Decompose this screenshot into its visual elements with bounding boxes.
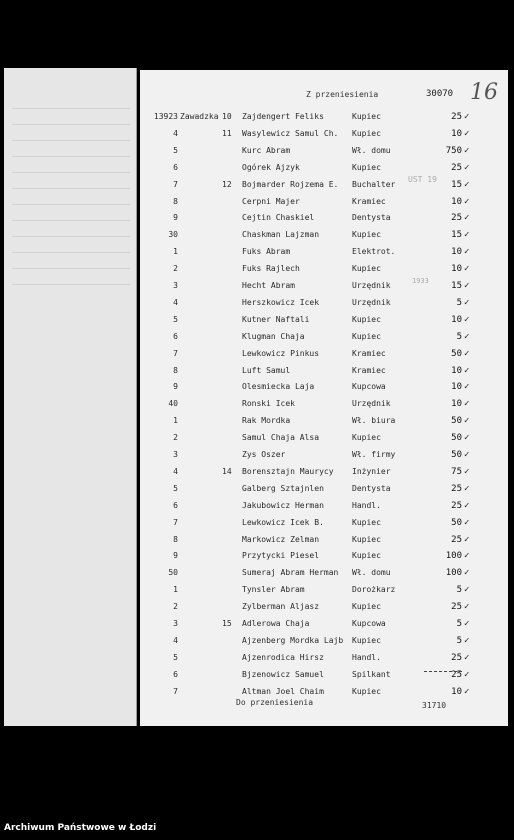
row-name: Tynsler Abram: [242, 585, 305, 595]
row-number: 4: [173, 128, 178, 138]
faint-rule: [12, 108, 130, 109]
faint-stamp-date: 1933: [412, 277, 429, 285]
row-amount: 25: [451, 602, 462, 613]
row-number: 7: [173, 686, 178, 696]
row-name: Markowicz Zelman: [242, 534, 320, 544]
row-check-mark: ✓: [464, 331, 470, 342]
row-name: Zajdengert Feliks: [242, 112, 324, 121]
register-row: [140, 615, 508, 632]
row-occupation: Wł. firmy: [352, 450, 396, 459]
register-row: [140, 480, 508, 497]
row-amount: 25: [451, 162, 462, 173]
row-amount: 50: [451, 450, 462, 460]
row-check-mark: ✓: [464, 213, 470, 224]
row-amount: 25: [451, 213, 462, 224]
faint-rule: [12, 140, 130, 141]
row-number: 5: [173, 652, 178, 662]
row-occupation: Kupiec: [352, 551, 381, 561]
row-house-number: 15: [222, 619, 232, 628]
row-occupation: Spilkant: [352, 669, 391, 679]
row-occupation: Kupiec: [352, 534, 381, 544]
row-number: 5: [173, 145, 178, 155]
row-amount: 25: [451, 500, 462, 511]
row-occupation: Kupiec: [352, 686, 381, 696]
faint-rule: [12, 172, 130, 173]
row-street: Zawadzka: [180, 112, 219, 121]
row-name: Lewkowicz Icek B.: [242, 517, 324, 527]
row-name: Kurc Abram: [242, 145, 291, 155]
row-name: Cejtin Chaskiel: [242, 213, 315, 223]
row-amount: 5: [456, 585, 462, 596]
row-amount: 10: [451, 382, 462, 393]
row-amount: 5: [456, 635, 462, 646]
register-row: [140, 378, 508, 395]
row-number: 3: [173, 281, 178, 290]
row-check-mark: ✓: [464, 145, 470, 156]
row-check-mark: ✓: [464, 619, 470, 629]
row-occupation: Kupiec: [352, 112, 381, 121]
row-occupation: Kupcowa: [352, 619, 386, 628]
row-amount: 5: [456, 297, 462, 308]
row-occupation: Kramiec: [352, 196, 386, 206]
faint-rule: [12, 156, 130, 157]
footer-carry-label: Do przeniesienia: [236, 698, 314, 707]
row-check-mark: ✓: [464, 652, 470, 663]
row-amount: 100: [445, 568, 462, 579]
row-amount: 10: [451, 264, 462, 275]
register-row: [140, 666, 508, 683]
row-occupation: Kupiec: [352, 314, 381, 324]
row-name: Ogórek Ajzyk: [242, 162, 300, 172]
row-occupation: Kupiec: [352, 128, 381, 138]
row-name: Bjzenowicz Samuel: [242, 669, 324, 679]
row-name: Borensztajn Maurycy: [242, 466, 334, 476]
row-occupation: Kupiec: [352, 635, 381, 645]
row-amount: 5: [456, 331, 462, 342]
row-amount: 25: [451, 483, 462, 494]
row-number: 3: [173, 450, 178, 459]
faint-stamp: UST 19: [408, 175, 437, 184]
row-number: 6: [173, 500, 178, 510]
row-number: 8: [173, 534, 178, 544]
row-number: 30: [168, 230, 178, 240]
row-name: Hecht Abram: [242, 281, 295, 290]
row-amount: 50: [451, 416, 462, 427]
row-occupation: Kupiec: [352, 331, 381, 341]
row-number: 6: [173, 331, 178, 341]
register-row: [140, 547, 508, 564]
row-name: Lewkowicz Pinkus: [242, 348, 320, 358]
row-number: 5: [173, 314, 178, 324]
register-row: [140, 125, 508, 142]
register-row: [140, 226, 508, 243]
faint-rule: [12, 188, 130, 189]
row-number: 6: [173, 669, 178, 679]
row-number: 3: [173, 619, 178, 628]
row-occupation: Handl.: [352, 500, 381, 510]
row-occupation: Wł. domu: [352, 145, 391, 155]
row-name: Przytycki Piesel: [242, 551, 320, 561]
faint-rule: [12, 268, 130, 269]
row-name: Rak Mordka: [242, 416, 291, 426]
row-occupation: Kupiec: [352, 162, 381, 172]
row-house-number: 11: [222, 128, 232, 138]
row-check-mark: ✓: [464, 602, 470, 613]
row-amount: 15: [451, 281, 462, 291]
row-check-mark: ✓: [464, 585, 470, 596]
row-occupation: Kupiec: [352, 230, 381, 240]
row-number: 13923: [153, 112, 178, 121]
row-amount: 10: [451, 196, 462, 207]
row-check-mark: ✓: [464, 128, 470, 139]
register-row: [140, 598, 508, 615]
archive-label: Archiwum Państwowe w Łodzi: [4, 823, 157, 833]
row-check-mark: ✓: [464, 162, 470, 173]
row-check-mark: ✓: [464, 483, 470, 494]
faint-rule: [12, 220, 130, 221]
row-amount: 750: [445, 145, 462, 156]
register-row: [140, 209, 508, 226]
row-number: 40: [168, 399, 178, 409]
row-name: Jakubowicz Herman: [242, 500, 324, 510]
row-check-mark: ✓: [464, 669, 470, 680]
register-row: [140, 429, 508, 446]
row-number: 9: [173, 213, 178, 223]
row-occupation: Urzędnik: [352, 281, 391, 290]
register-row: [140, 176, 508, 193]
row-check-mark: ✓: [464, 281, 470, 291]
header-carry-total: 30070: [426, 89, 454, 99]
register-row: [140, 243, 508, 260]
row-name: Herszkowicz Icek: [242, 297, 320, 307]
row-check-mark: ✓: [464, 179, 470, 190]
row-check-mark: ✓: [464, 500, 470, 511]
row-occupation: Urzędnik: [352, 399, 391, 409]
row-amount: 25: [451, 669, 462, 680]
row-check-mark: ✓: [464, 348, 470, 359]
row-name: Klugman Chaja: [242, 331, 305, 341]
faint-rule: [12, 124, 130, 125]
faint-rule: [12, 252, 130, 253]
row-occupation: Kupiec: [352, 433, 381, 443]
row-number: 4: [173, 297, 178, 307]
register-row: [140, 328, 508, 345]
row-check-mark: ✓: [464, 399, 470, 410]
register-row: [140, 497, 508, 514]
register-row: [140, 311, 508, 328]
row-number: 2: [173, 602, 178, 612]
register-row: [140, 564, 508, 581]
row-number: 8: [173, 365, 178, 375]
row-name: Bojmarder Rojzema E.: [242, 179, 339, 189]
row-occupation: Dentysta: [352, 213, 391, 223]
footer-carry-total: 31710: [422, 701, 447, 710]
row-check-mark: ✓: [464, 433, 470, 444]
row-check-mark: ✓: [464, 314, 470, 325]
row-house-number: 10: [222, 112, 232, 121]
register-row: [140, 277, 508, 294]
row-number: 2: [173, 433, 178, 443]
row-amount: 10: [451, 399, 462, 410]
row-check-mark: ✓: [464, 382, 470, 393]
row-name: Wasylewicz Samul Ch.: [242, 128, 339, 138]
row-occupation: Wł. domu: [352, 568, 391, 578]
row-name: Sumeraj Abram Herman: [242, 568, 339, 578]
row-name: Fuks Rajlech: [242, 264, 300, 274]
faint-rule: [12, 236, 130, 237]
row-number: 50: [168, 568, 178, 578]
row-check-mark: ✓: [464, 247, 470, 258]
faint-rule: [12, 284, 130, 285]
row-amount: 75: [451, 466, 462, 477]
row-check-mark: ✓: [464, 466, 470, 477]
register-row: [140, 142, 508, 159]
row-occupation: Urzędnik: [352, 297, 391, 307]
row-name: Chaskman Lajzman: [242, 230, 320, 240]
row-amount: 50: [451, 433, 462, 444]
row-name: Ronski Icek: [242, 399, 295, 409]
register-row: [140, 649, 508, 666]
row-number: 1: [173, 416, 178, 426]
row-check-mark: ✓: [464, 450, 470, 460]
row-check-mark: ✓: [464, 534, 470, 545]
register-row: [140, 632, 508, 649]
row-amount: 50: [451, 517, 462, 528]
row-check-mark: ✓: [464, 365, 470, 376]
row-number: 4: [173, 466, 178, 476]
row-number: 9: [173, 551, 178, 561]
row-occupation: Dorożkarz: [352, 585, 396, 595]
row-amount: 10: [451, 686, 462, 697]
row-check-mark: ✓: [464, 230, 470, 241]
row-amount: 25: [451, 534, 462, 545]
register-row: [140, 108, 508, 125]
row-number: 1: [173, 585, 178, 595]
left-page-strip: [4, 68, 137, 726]
row-name: Kutner Naftali: [242, 314, 310, 324]
row-name: Altman Joel Chaim: [242, 686, 324, 696]
row-occupation: Kupiec: [352, 602, 381, 612]
sum-underline: [424, 671, 462, 673]
row-number: 9: [173, 382, 178, 392]
row-check-mark: ✓: [464, 517, 470, 528]
row-number: 5: [173, 483, 178, 493]
row-amount: 5: [456, 619, 462, 629]
register-row: [140, 531, 508, 548]
register-row: [140, 463, 508, 480]
row-amount: 15: [451, 179, 462, 190]
row-occupation: Kramiec: [352, 365, 386, 375]
row-name: Luft Samul: [242, 365, 291, 375]
row-amount: 25: [451, 112, 462, 122]
register-row: [140, 581, 508, 598]
row-name: Zys Oszer: [242, 450, 286, 459]
row-check-mark: ✓: [464, 416, 470, 427]
register-row: [140, 193, 508, 210]
register-row: [140, 395, 508, 412]
row-check-mark: ✓: [464, 297, 470, 308]
row-amount: 10: [451, 314, 462, 325]
register-row: [140, 260, 508, 277]
row-occupation: Buchalter: [352, 179, 396, 189]
row-check-mark: ✓: [464, 196, 470, 207]
row-name: Fuks Abram: [242, 247, 291, 257]
row-occupation: Kupcowa: [352, 382, 386, 392]
register-row: [140, 683, 508, 700]
row-number: 1: [173, 247, 178, 257]
row-check-mark: ✓: [464, 635, 470, 646]
row-number: 7: [173, 348, 178, 358]
row-amount: 10: [451, 247, 462, 258]
row-name: Samul Chaja Alsa: [242, 433, 320, 443]
header-carry-label: Z przeniesienia: [306, 90, 379, 99]
row-check-mark: ✓: [464, 264, 470, 275]
row-number: 7: [173, 179, 178, 189]
row-name: Galberg Sztajnlen: [242, 483, 324, 493]
row-check-mark: ✓: [464, 112, 470, 122]
register-row: [140, 412, 508, 429]
row-amount: 50: [451, 348, 462, 359]
row-amount: 10: [451, 365, 462, 376]
row-number: 4: [173, 635, 178, 645]
register-row: [140, 446, 508, 463]
row-occupation: Inżynier: [352, 466, 391, 476]
row-occupation: Wł. biura: [352, 416, 396, 426]
folio-number: 16: [470, 80, 498, 105]
row-occupation: Handl.: [352, 652, 381, 662]
row-name: Zylberman Aljasz: [242, 602, 320, 612]
row-occupation: Dentysta: [352, 483, 391, 493]
row-name: Olesmiecka Laja: [242, 382, 315, 392]
row-name: Cerpni Majer: [242, 196, 300, 206]
row-house-number: 14: [222, 466, 232, 476]
row-check-mark: ✓: [464, 551, 470, 562]
row-name: Ajzenberg Mordka Lajb: [242, 635, 344, 645]
row-number: 2: [173, 264, 178, 274]
row-number: 7: [173, 517, 178, 527]
row-occupation: Elektrot.: [352, 247, 396, 257]
row-name: Adlerowa Chaja: [242, 619, 310, 628]
row-amount: 15: [451, 230, 462, 241]
register-row: [140, 514, 508, 531]
row-number: 8: [173, 196, 178, 206]
row-amount: 25: [451, 652, 462, 663]
row-name: Ajzenrodica Hirsz: [242, 652, 324, 662]
row-check-mark: ✓: [464, 686, 470, 697]
row-house-number: 12: [222, 179, 232, 189]
row-check-mark: ✓: [464, 568, 470, 579]
row-number: 6: [173, 162, 178, 172]
row-occupation: Kupiec: [352, 264, 381, 274]
row-amount: 100: [445, 551, 462, 562]
register-row: [140, 159, 508, 176]
register-row: [140, 345, 508, 362]
faint-rule: [12, 204, 130, 205]
row-occupation: Kupiec: [352, 517, 381, 527]
register-row: [140, 362, 508, 379]
register-row: [140, 294, 508, 311]
row-amount: 10: [451, 128, 462, 139]
row-occupation: Kramiec: [352, 348, 386, 358]
